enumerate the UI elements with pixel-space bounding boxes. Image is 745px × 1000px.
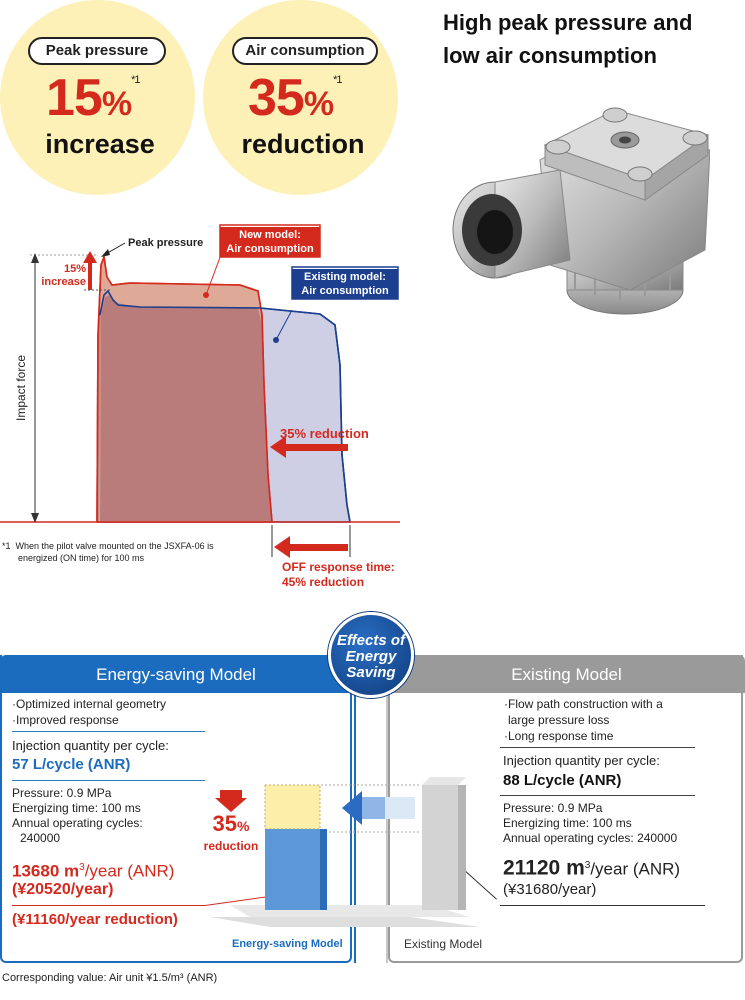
energy-saving-cost: (¥11160/year reduction) bbox=[12, 911, 178, 928]
peak-pressure-value: 15%$^{*1}$ bbox=[46, 69, 140, 127]
existing-injection-value: 88 L/cycle (ANR) bbox=[503, 772, 622, 789]
energy-bar-label: Energy-saving Model bbox=[232, 938, 343, 950]
existing-annual-volume: 21120 $m^3$/year (ANR) bbox=[503, 856, 681, 880]
existing-bar-label: Existing Model bbox=[404, 937, 483, 951]
consumption-bar-chart bbox=[210, 775, 480, 935]
existing-injection-label: Injection quantity per cycle: bbox=[503, 753, 660, 768]
new-model-label: New model: Air consumption bbox=[220, 227, 320, 257]
existing-annual-cost: (¥31680/year) bbox=[503, 881, 597, 898]
reduction-35-label: 35% reduction bbox=[280, 426, 369, 441]
air-consumption-word: reduction bbox=[241, 129, 365, 159]
energy-annual-volume: 13680 $m^3$/year (ANR) bbox=[12, 861, 175, 881]
headline: High peak pressure and low air consumption bbox=[443, 10, 693, 68]
energy-features: ·Optimized internal geometry ·Improved response bbox=[12, 697, 167, 727]
energy-saved-portion bbox=[265, 785, 320, 829]
peak-pressure-pill: Peak pressure bbox=[28, 37, 166, 65]
energy-saving-bar bbox=[265, 785, 327, 910]
footnote: *1 When the pilot valve mounted on the JSXFA-06 is energized (ON time) for 100 ms bbox=[2, 541, 214, 563]
valve-product-image bbox=[450, 90, 710, 325]
off-response-label: OFF response time: 45% reduction bbox=[282, 560, 395, 589]
existing-conditions: Pressure: 0.9 MPa Energizing time: 100 ms Annual operating cycles: 240000 bbox=[503, 801, 678, 845]
existing-bar-body bbox=[422, 785, 458, 910]
existing-model-label: Existing model: Air consumption bbox=[292, 269, 398, 299]
peak-pressure-word: increase bbox=[45, 129, 155, 159]
air-consumption-value: 35%$^{*1}$ bbox=[248, 69, 342, 127]
energy-injection-value: 57 L/cycle (ANR) bbox=[12, 756, 131, 773]
energy-annual-cost: (¥20520/year) bbox=[12, 881, 114, 898]
footer-note: Corresponding value: Air unit ¥1.5/m³ (ANR) bbox=[2, 972, 218, 984]
effects-of-energy-saving-badge: Effects of Energy Saving bbox=[328, 612, 414, 698]
energy-injection-label: Injection quantity per cycle: bbox=[12, 738, 169, 753]
bar-reduction-label: 35% reduction bbox=[203, 811, 259, 853]
y-axis-label: Impact force bbox=[14, 354, 29, 422]
air-consumption-pill: Air consumption bbox=[232, 37, 378, 65]
increase-label: 15% increase bbox=[41, 263, 86, 288]
energy-saving-panel-title: Energy-saving Model bbox=[0, 655, 352, 693]
energy-saving-bar-body bbox=[265, 829, 320, 910]
energy-conditions: Pressure: 0.9 MPa Energizing time: 100 ms Annual operating cycles: 240000 bbox=[12, 786, 143, 845]
existing-features: ·Flow path construction with a large pressure loss ·Long response time bbox=[504, 697, 663, 743]
existing-panel-title: Existing Model bbox=[388, 655, 745, 693]
peak-pressure-label: Peak pressure bbox=[128, 237, 204, 249]
existing-bar bbox=[422, 777, 466, 910]
